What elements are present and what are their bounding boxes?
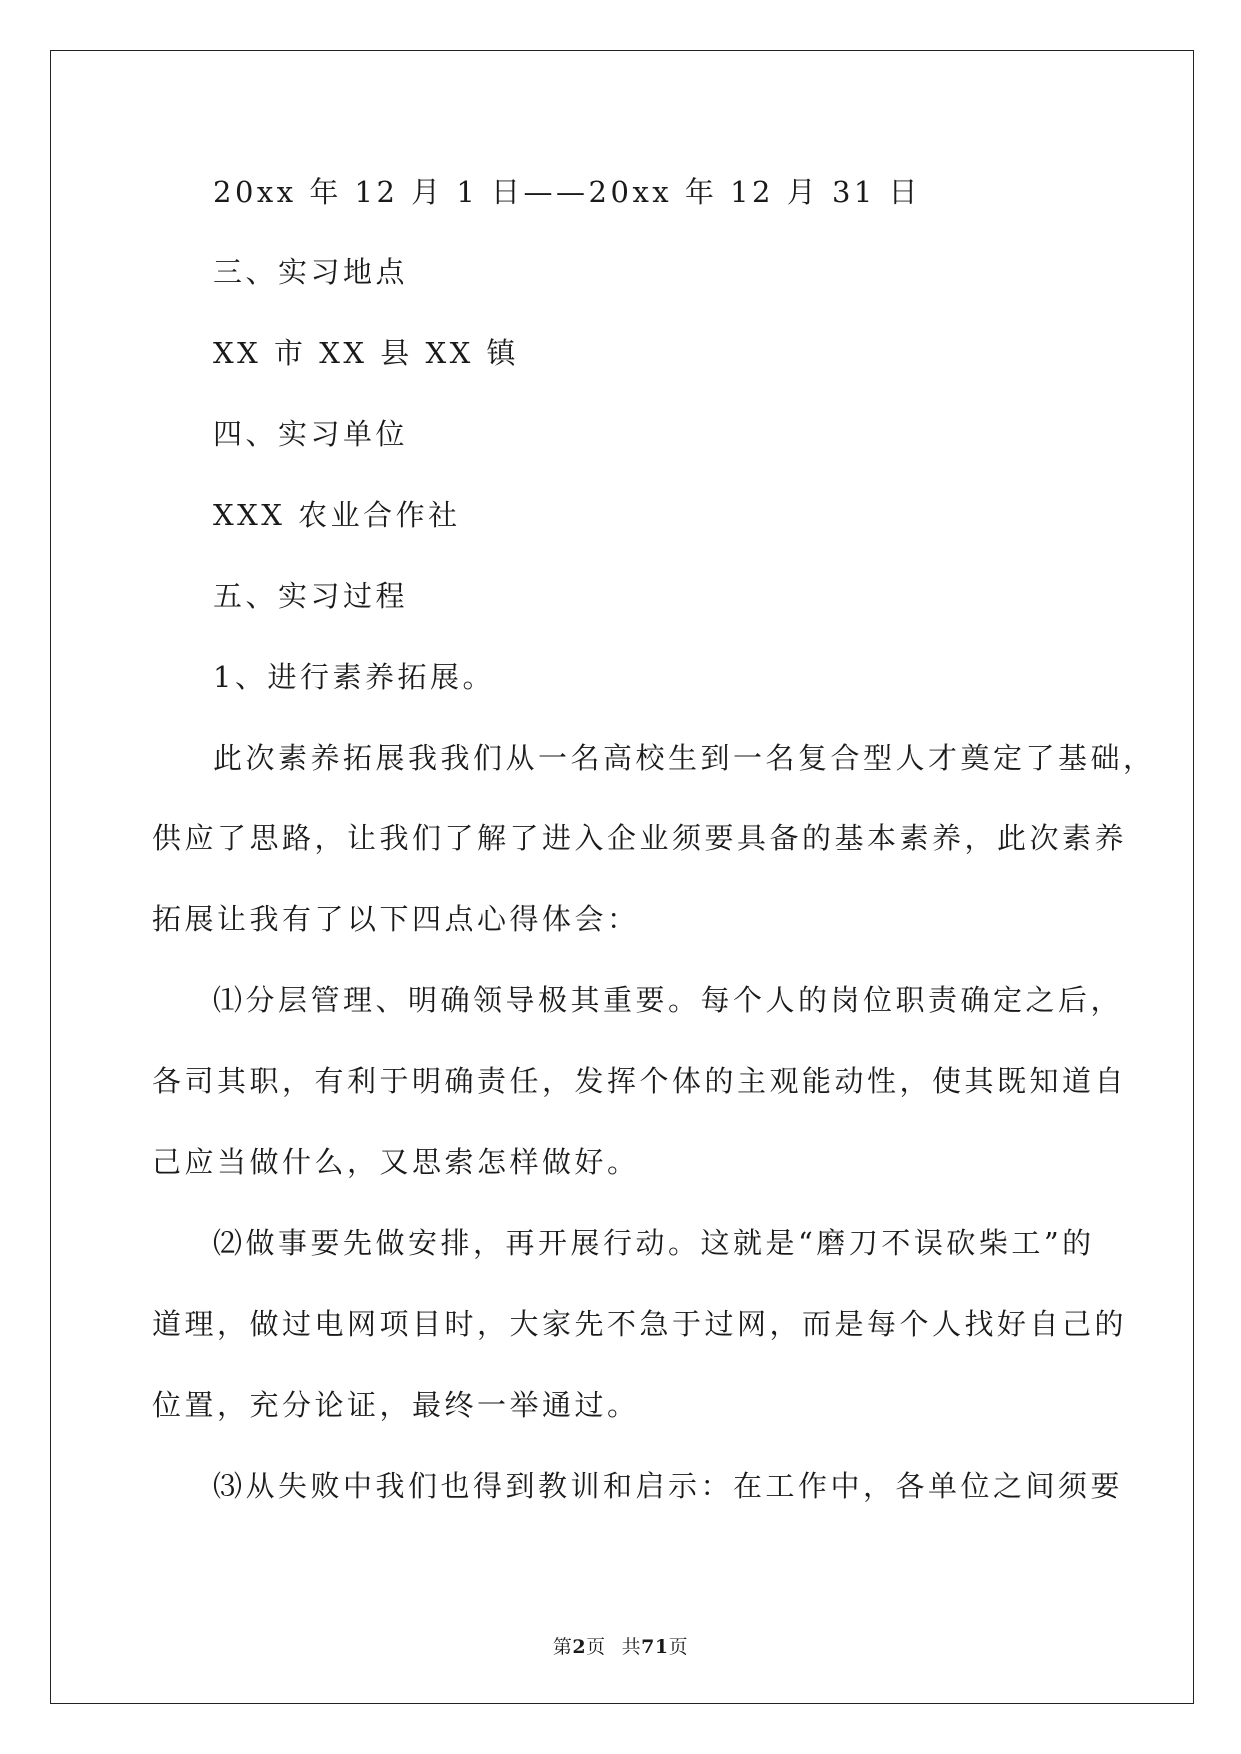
subheading-training: 1、进行素养拓展。 [213,660,495,694]
section-heading-location: 三、实习地点 [213,255,409,289]
footer-page-label: 页 [586,1636,606,1658]
paragraph-line: 位置，充分论证，最终一举通过。 [152,1388,640,1422]
footer-total-prefix: 共 [621,1636,642,1658]
paragraph-line: 己应当做什么，又思索怎样做好。 [152,1145,640,1179]
text-line-period: 20xx 年 12 月 1 日——20xx 年 12 月 31 日 [213,175,922,209]
paragraph-line: 此次素养拓展我我们从一名高校生到一名复合型人才奠定了基础， [213,741,1156,775]
page-border [50,50,1194,1704]
paragraph-line: ⑴分层管理、明确领导极其重要。每个人的岗位职责确定之后， [213,983,1124,1017]
paragraph-line: 拓展让我有了以下四点心得体会： [152,902,640,936]
footer-prefix: 第 [552,1636,573,1658]
paragraph-line: ⑵做事要先做安排，再开展行动。这就是“磨刀不误砍柴工”的 [213,1226,1095,1260]
section-heading-process: 五、实习过程 [213,579,409,613]
footer-total-pages: 71 [641,1636,669,1658]
paragraph-line: 各司其职，有利于明确责任，发挥个体的主观能动性，使其既知道自 [152,1064,1128,1098]
text-line-location: XX 市 XX 县 XX 镇 [213,336,519,370]
footer-suffix: 页 [668,1636,689,1658]
paragraph-line: 供应了思路，让我们了解了进入企业须要具备的基本素养，此次素养 [152,821,1128,855]
text-line-unit: XXX 农业合作社 [213,498,461,532]
page-footer [0,1634,1241,1660]
section-heading-unit: 四、实习单位 [213,417,409,451]
paragraph-line: 道理，做过电网项目时，大家先不急于过网，而是每个人找好自己的 [152,1307,1128,1341]
paragraph-line: ⑶从失败中我们也得到教训和启示：在工作中，各单位之间须要 [213,1469,1124,1503]
footer-page-number: 2 [572,1636,587,1658]
